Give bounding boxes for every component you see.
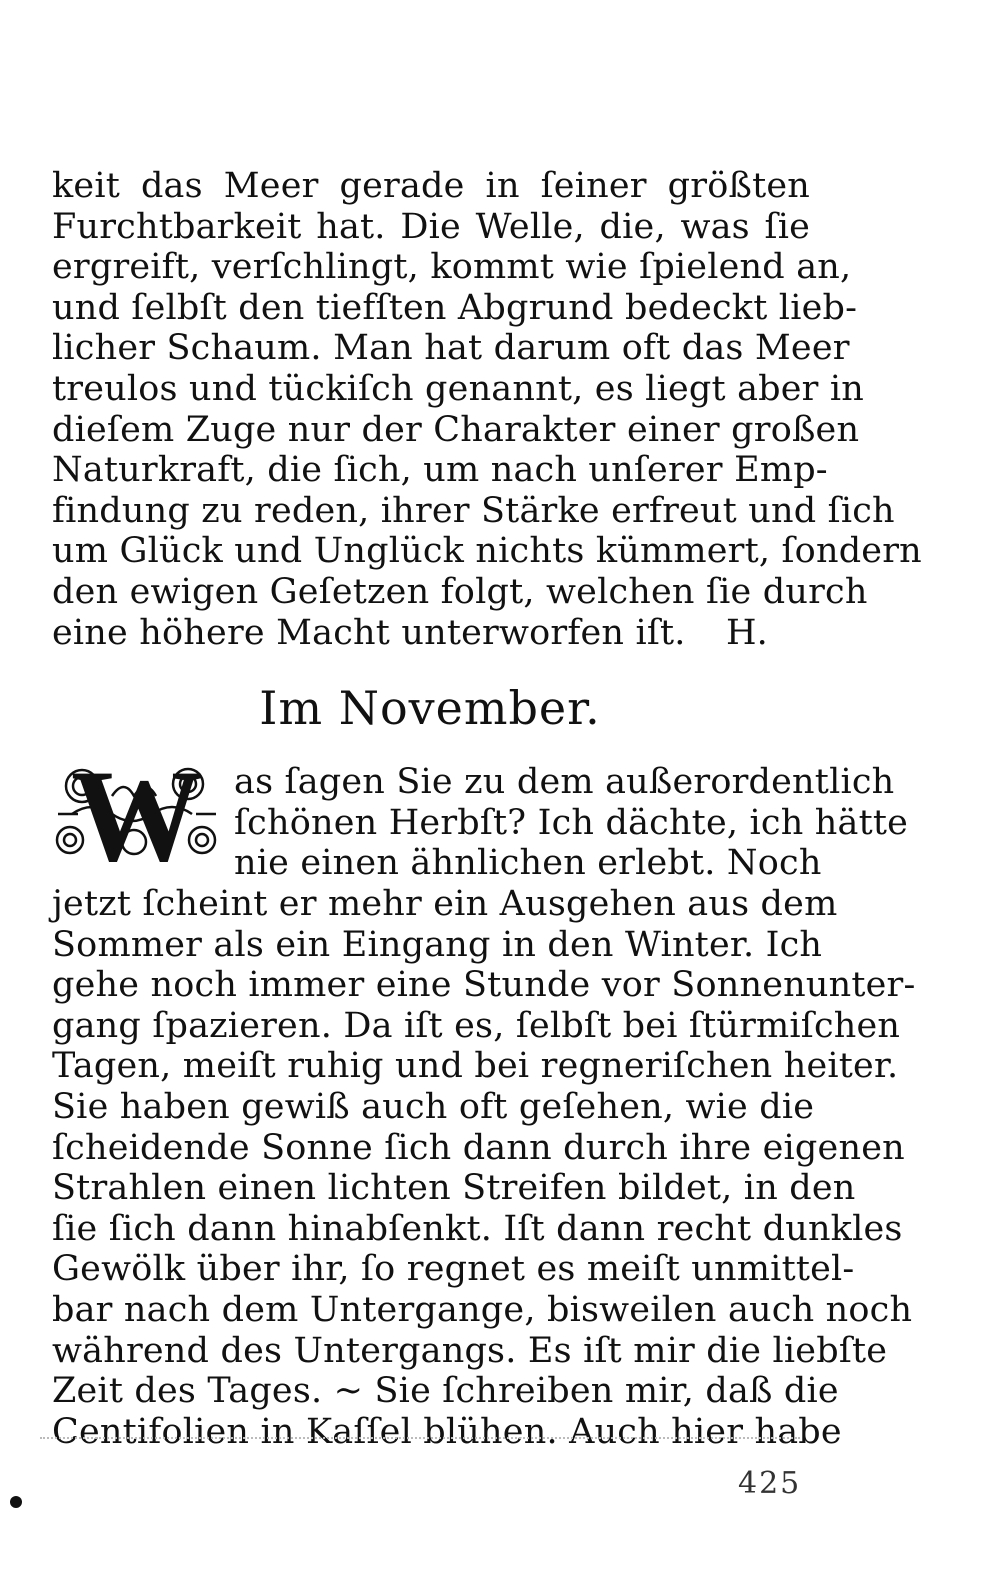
last-line-text: eine höhere Macht unterworfen iſt. <box>52 612 686 653</box>
text-line: Furchtbarkeit hat. Die Welle, die, was ſie <box>52 206 810 247</box>
section-heading: Im November. <box>259 681 601 735</box>
continuation-paragraph <box>52 166 922 653</box>
drop-cap-w-icon <box>52 756 222 868</box>
scan-mark <box>10 1496 22 1508</box>
text-line: gang ſpazieren. Da iſt es, ſelbſt bei ſtürmiſchen <box>52 1005 901 1046</box>
scan-speckle-rule <box>40 1437 800 1439</box>
text-line: keit das Meer gerade in ſeiner größten <box>52 166 810 206</box>
text-line: während des Untergangs. Es iſt mir die liebſte <box>52 1330 888 1371</box>
text-line: Strahlen einen lichten Streifen bildet, in den <box>52 1168 856 1209</box>
text-line: Centifolien in Kaſſel blühen. Auch hier habe <box>52 1411 842 1452</box>
text-line: ſie ſich dann hinabſenkt. Iſt dann recht dunkles <box>52 1208 903 1249</box>
text-line: den ewigen Geſetzen folgt, welchen ſie durch <box>52 571 868 612</box>
text-line-last <box>52 613 810 654</box>
text-line: as ſagen Sie zu dem außerordentlich <box>234 762 895 802</box>
author-signature: H. <box>725 612 768 653</box>
november-paragraph <box>52 884 916 1452</box>
text-line: bar nach dem Untergange, bisweilen auch noch <box>52 1289 913 1330</box>
text-line: findung zu reden, ihrer Stärke erfreut und ſich <box>52 490 895 531</box>
drop-cap-letter: W <box>71 756 203 868</box>
text-line: Zeit des Tages. ~ Sie ſchreiben mir, daß die <box>52 1371 839 1412</box>
text-line: licher Schaum. Man hat darum oft das Meer <box>52 328 850 369</box>
drop-cap-indented-lines <box>234 762 909 884</box>
text-line: dieſem Zuge nur der Charakter einer großen <box>52 409 860 450</box>
page-number: 425 <box>738 1466 802 1501</box>
text-line: und ſelbſt den tiefſten Abgrund bedeckt lieb- <box>52 287 858 328</box>
text-line: ſcheidende Sonne ſich dann durch ihre eigenen <box>52 1127 905 1168</box>
text-line: Naturkraft, die ſich, um nach unſerer Emp- <box>52 450 828 491</box>
text-line: ſchönen Herbſt? Ich dächte, ich hätte <box>234 802 909 843</box>
text-line: Tagen, meiſt ruhig und bei regneriſchen heiter. <box>52 1046 899 1087</box>
ornamental-drop-cap <box>52 756 222 868</box>
text-line: Sie haben gewiß auch oft geſehen, wie die <box>52 1086 815 1127</box>
text-line: Sommer als ein Eingang in den Winter. Ich <box>52 924 823 965</box>
text-line: jetzt ſcheint er mehr ein Ausgehen aus dem <box>52 884 838 924</box>
text-line: treulos und tückiſch genannt, es liegt aber in <box>52 368 865 409</box>
text-line: gehe noch immer eine Stunde vor Sonnenunter- <box>52 965 916 1006</box>
text-line: ergreift, verſchlingt, kommt wie ſpielend an, <box>52 247 852 288</box>
text-line: nie einen ähnlichen erlebt. Noch <box>234 843 822 884</box>
text-line: Gewölk über ihr, ſo regnet es meiſt unmittel- <box>52 1249 855 1290</box>
text-line: um Glück und Unglück nichts kümmert, ſondern <box>52 531 922 572</box>
